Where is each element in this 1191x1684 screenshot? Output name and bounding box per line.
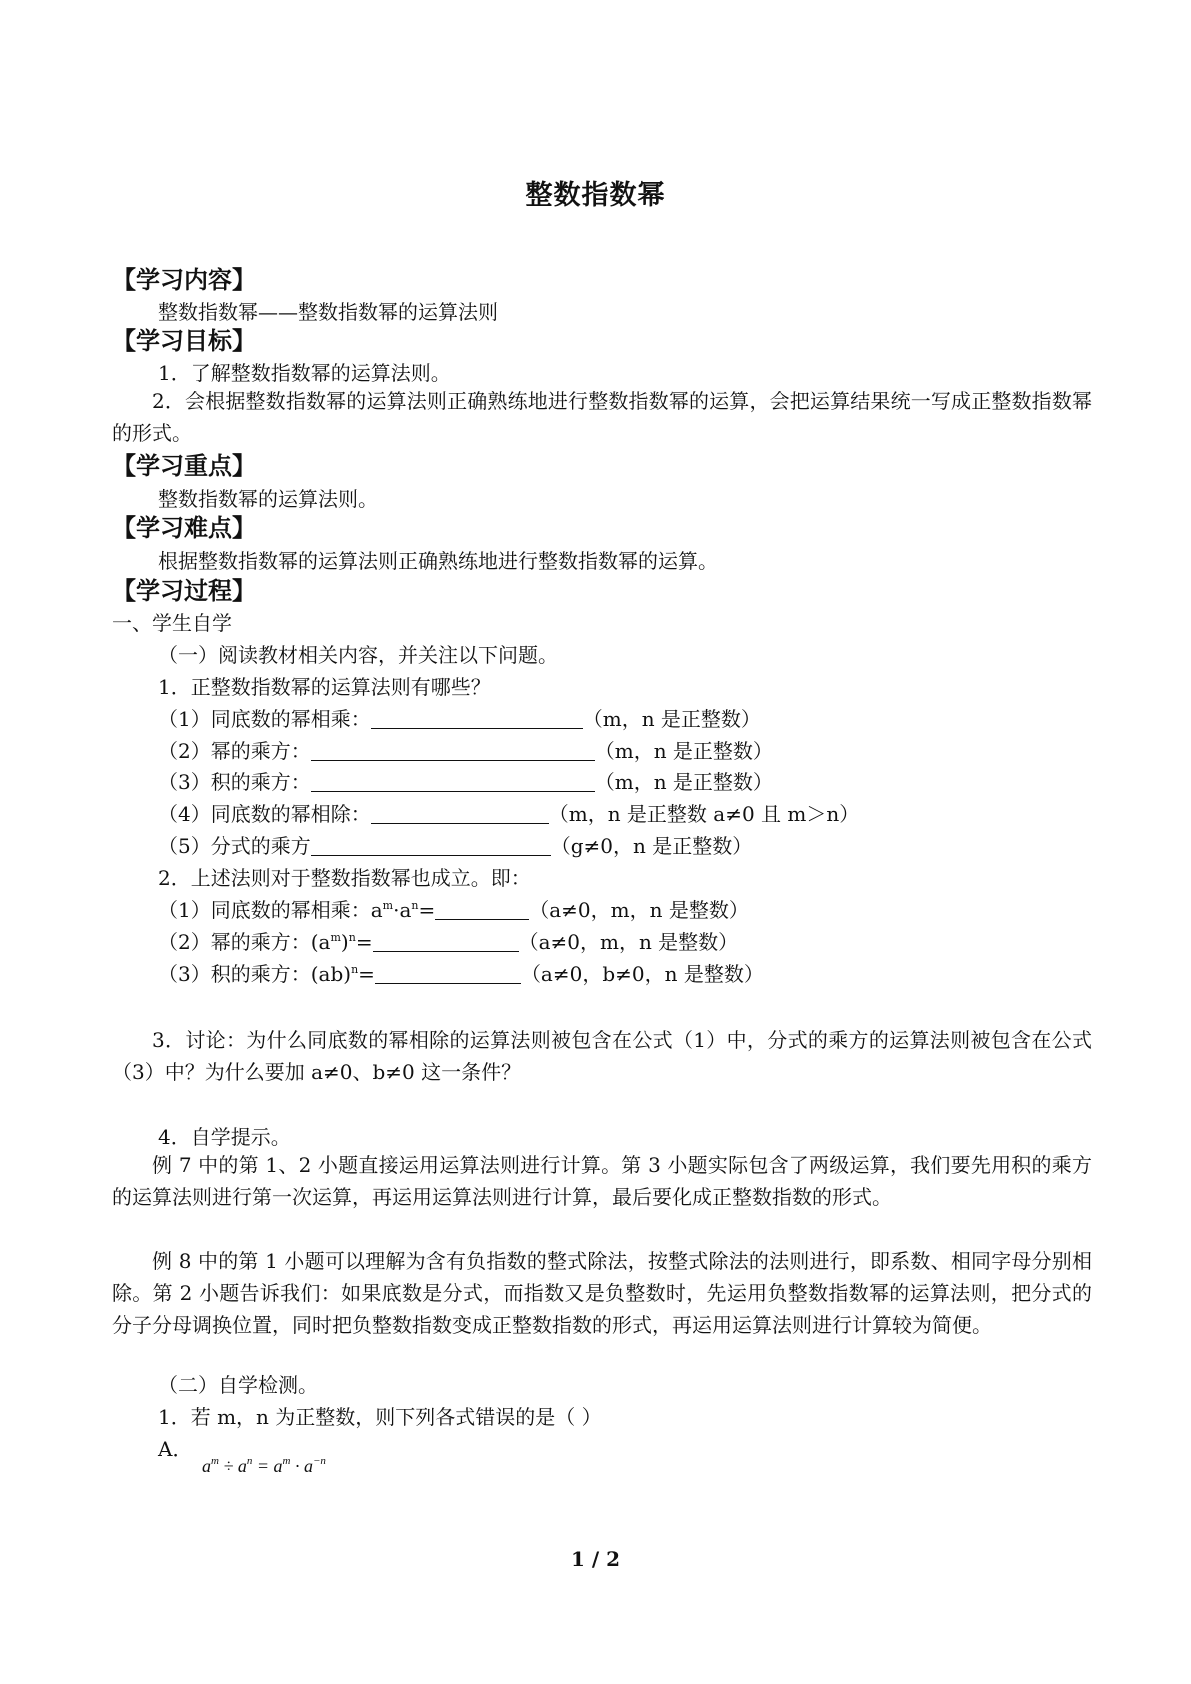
goal-1: 1．了解整数指数幂的运算法则。	[158, 361, 451, 385]
heading-key-points: 【学习重点】	[112, 451, 256, 480]
integer-rule-3-blank[interactable]	[375, 963, 521, 984]
content-text: 整数指数幂——整数指数幂的运算法则	[158, 300, 498, 324]
rule-1-label: （1）同底数的幂相乘：	[158, 707, 371, 731]
exponent-m: m	[330, 931, 341, 944]
rule-5-condition: （g≠0，n 是正整数）	[550, 834, 753, 858]
subsection-one: （一）阅读教材相关内容，并关注以下问题。	[158, 643, 558, 667]
rule-2-blank[interactable]	[311, 740, 595, 761]
base-paren-a: (a	[310, 930, 331, 954]
integer-rule-2-label: （2）幂的乘方：	[158, 930, 311, 954]
rule-4-condition: （m，n 是正整数 a≠0 且 m＞n）	[548, 802, 860, 826]
heading-goals: 【学习目标】	[112, 326, 256, 355]
question-2: 2．上述法则对于整数指数幂也成立。即：	[158, 866, 531, 890]
rule-2	[158, 739, 773, 763]
integer-rule-3-condition: （a≠0，b≠0，n 是整数）	[520, 962, 764, 986]
rule-5	[158, 834, 752, 858]
rule-5-label: （5）分式的乘方	[158, 834, 311, 858]
rule-1-blank[interactable]	[371, 708, 583, 729]
option-a-label: A．	[158, 1437, 193, 1461]
dot-a: ·a	[393, 898, 412, 922]
rule-4-blank[interactable]	[371, 803, 549, 824]
base-a: a	[370, 898, 383, 922]
key-points-text: 整数指数幂的运算法则。	[158, 487, 378, 511]
f-n: n	[246, 1455, 253, 1467]
question-4: 4．自学提示。	[158, 1125, 291, 1149]
f-dot-a: · a	[290, 1456, 313, 1476]
rule-1-condition: （m，n 是正整数）	[582, 707, 761, 731]
rule-5-blank[interactable]	[311, 835, 551, 856]
rule-2-label: （2）幂的乘方：	[158, 739, 311, 763]
integer-rule-3	[158, 962, 764, 986]
integer-rule-2-blank[interactable]	[373, 931, 519, 952]
heading-content: 【学习内容】	[112, 265, 256, 294]
question-1: 1．正整数指数幂的运算法则有哪些？	[158, 675, 491, 699]
rule-4-label: （4）同底数的幂相除：	[158, 802, 371, 826]
rule-3	[158, 770, 773, 794]
difficulties-text: 根据整数指数幂的运算法则正确熟练地进行整数指数幂的运算。	[158, 549, 718, 573]
option-a-formula	[202, 1456, 326, 1477]
f-div-a: ÷ a	[218, 1456, 247, 1476]
heading-process: 【学习过程】	[112, 576, 256, 605]
integer-rule-1-blank[interactable]	[435, 899, 529, 920]
exponent-m: m	[382, 899, 394, 912]
integer-rule-2-condition: （a≠0，m，n 是整数）	[518, 930, 739, 954]
equals-sign: =	[358, 962, 375, 986]
test-question-1: 1．若 m，n 为正整数，则下列各式错误的是（ ）	[158, 1405, 602, 1429]
goal-2: 2．会根据整数指数幂的运算法则正确熟练地进行整数指数幂的运算，会把运算结果统一写成正整数指数幂的形式。	[112, 389, 1092, 445]
f-m: m	[211, 1455, 219, 1467]
exponent-n: n	[411, 899, 419, 912]
example-7-hint: 例 7 中的第 1、2 小题直接运用运算法则进行计算。第 3 小题实际包含了两级运算，我们要先用积的乘方的运算法则进行第一次运算，再运用运算法则进行计算，最后要化成正整数指数的形式。	[112, 1153, 1092, 1209]
close-paren: )	[340, 930, 349, 954]
base-ab: (ab)	[310, 962, 352, 986]
f-eq-a: = a	[252, 1456, 283, 1476]
exponent-n: n	[351, 963, 359, 976]
page-title: 整数指数幂	[525, 180, 666, 211]
f-neg-n: −n	[312, 1455, 326, 1467]
f-a: a	[202, 1456, 211, 1476]
example-8-hint: 例 8 中的第 1 小题可以理解为含有负指数的整式除法，按整式除法的法则进行，即系数、相同字母分别相除。第 2 小题告诉我们：如果底数是分式，而指数又是负整数时，先运用负整数指数幂的运算法则，把分式的分子分母调换位置，同时把负整数指数变成正整数指数的形式，再运用运算法则进行计算较为简便。	[112, 1249, 1092, 1337]
rule-3-condition: （m，n 是正整数）	[594, 770, 773, 794]
equals-sign: =	[355, 930, 373, 954]
rule-2-condition: （m，n 是正整数）	[594, 739, 773, 763]
f-m2: m	[282, 1455, 291, 1467]
rule-4	[158, 802, 859, 826]
equals-sign: =	[418, 898, 436, 922]
heading-difficulties: 【学习难点】	[112, 513, 256, 542]
integer-rule-1	[158, 898, 749, 922]
part-one: 一、学生自学	[112, 611, 232, 635]
rule-1	[158, 707, 761, 731]
integer-rule-1-condition: （a≠0，m，n 是整数）	[529, 898, 749, 922]
integer-rule-3-label: （3）积的乘方：	[158, 962, 311, 986]
question-3: 3．讨论：为什么同底数的幂相除的运算法则被包含在公式（1）中，分式的乘方的运算法则被包含在公式（3）中？为什么要加 a≠0、b≠0 这一条件？	[112, 1028, 1092, 1084]
page-number: 1 / 2	[570, 1547, 621, 1571]
exponent-n: n	[348, 931, 356, 944]
subsection-two: （二）自学检测。	[158, 1373, 318, 1397]
rule-3-label: （3）积的乘方：	[158, 770, 311, 794]
rule-3-blank[interactable]	[311, 771, 595, 792]
integer-rule-2	[158, 930, 738, 954]
integer-rule-1-label: （1）同底数的幂相乘：	[158, 898, 371, 922]
